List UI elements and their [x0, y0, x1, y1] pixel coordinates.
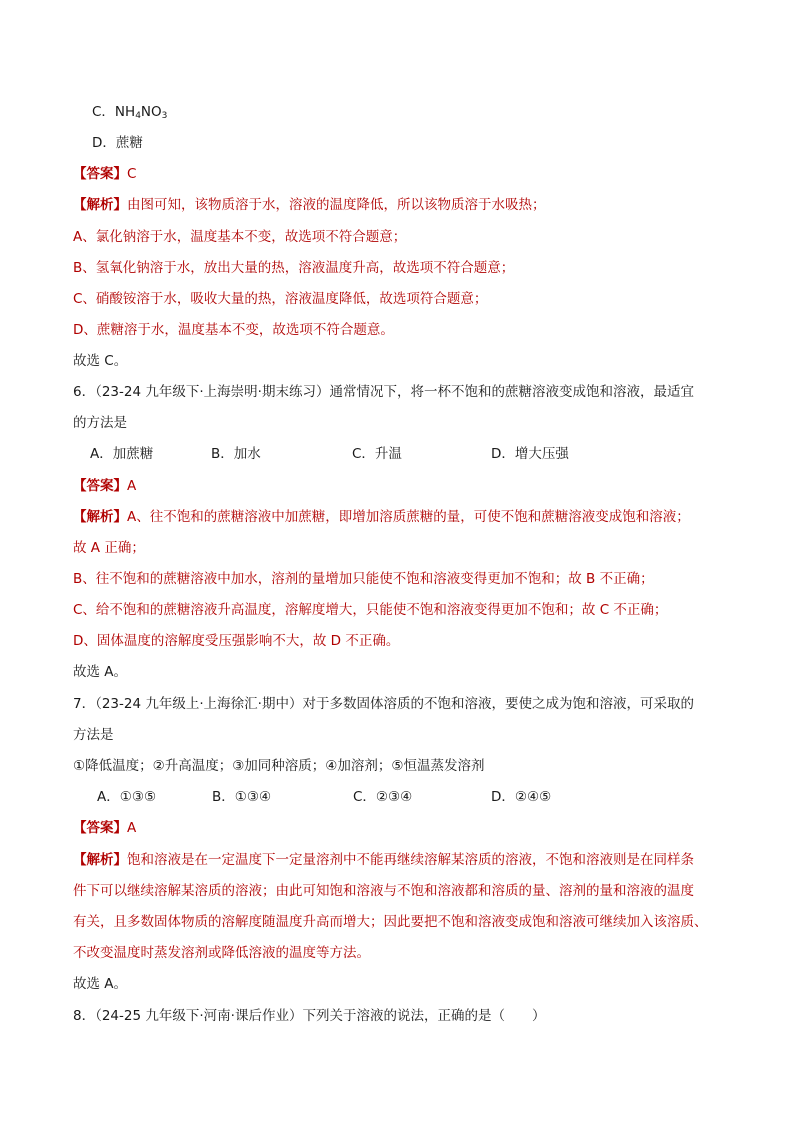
- q7-stem: 7．（23-24 九年级上·上海徐汇·期中）对于多数固体溶质的不饱和溶液，要使之成为饱和溶液，可采取的: [73, 696, 694, 712]
- q6-option-b: B．加水: [211, 446, 261, 462]
- q5-option-d: D．蔗糖: [92, 135, 143, 151]
- q6-analysis-line: B、往不饱和的蔗糖溶液中加水，溶剂的量增加只能使不饱和溶液变得更加不饱和；故 B 不正确；: [73, 571, 654, 587]
- q7-conclusion: 故选 A。: [73, 976, 128, 992]
- q7-option-b: B．①③④: [212, 789, 272, 805]
- q7-analysis-line: 有关，且多数固体物质的溶解度随温度升高而增大；因此要把不饱和溶液变成饱和溶液可继续加入该溶质、: [73, 914, 708, 930]
- q5-analysis-line: C、硝酸铵溶于水，吸收大量的热，溶液温度降低，故选项符合题意；: [73, 291, 488, 307]
- q7-stem: ①降低温度；②升高温度；③加同种溶质；④加溶剂；⑤恒温蒸发溶剂: [73, 758, 485, 774]
- q6-stem: 6．（23-24 九年级下·上海崇明·期末练习）通常情况下，将一杯不饱和的蔗糖溶液变成饱和溶液，最适宜: [73, 384, 694, 400]
- q5-conclusion: 故选 C。: [73, 353, 128, 369]
- q5-analysis-line: A、氯化钠溶于水，温度基本不变，故选项不符合题意；: [73, 229, 407, 245]
- q7-option-a: A．①③⑤: [97, 789, 157, 805]
- q7-option-d: D．②④⑤: [491, 789, 552, 805]
- q7-option-c: C．②③④: [353, 789, 413, 805]
- q7-answer: 【答案】A: [73, 820, 137, 836]
- q6-analysis-line: C、给不饱和的蔗糖溶液升高温度，溶解度增大，只能使不饱和溶液变得更加不饱和；故 C 不正确；: [73, 602, 668, 618]
- q6-conclusion: 故选 A。: [73, 664, 128, 680]
- q7-analysis-line: 件下可以继续溶解某溶质的溶液；由此可知饱和溶液与不饱和溶液都和溶质的量、溶剂的量和溶液的温度: [73, 883, 694, 899]
- q5-analysis-line: B、氢氧化钠溶于水，放出大量的热，溶液温度升高，故选项不符合题意；: [73, 260, 515, 276]
- q5-analysis-line: 【解析】由图可知，该物质溶于水，溶液的温度降低，所以该物质溶于水吸热；: [73, 197, 546, 213]
- q5-analysis-line: D、蔗糖溶于水，温度基本不变，故选项不符合题意。: [73, 322, 394, 338]
- q6-answer: 【答案】A: [73, 478, 137, 494]
- q5-option-c: C．$NH_4NO_3$: [92, 104, 168, 121]
- q7-analysis-line: 【解析】饱和溶液是在一定温度下一定量溶剂中不能再继续溶解某溶质的溶液，不饱和溶液则是在同样条: [73, 852, 694, 868]
- q6-analysis-line: 【解析】A、往不饱和的蔗糖溶液中加蔗糖，即增加溶质蔗糖的量，可使不饱和蔗糖溶液变成饱和溶液；: [73, 509, 690, 525]
- q6-stem: 的方法是: [73, 415, 127, 431]
- q8-stem: 8．（24-25 九年级下·河南·课后作业）下列关于溶液的说法，正确的是（ ）: [73, 1008, 546, 1024]
- q6-option-c: C．升温: [352, 446, 402, 462]
- q6-analysis-line: 故 A 正确；: [73, 540, 145, 556]
- q6-option-a: A．加蔗糖: [90, 446, 154, 462]
- q6-analysis-line: D、固体温度的溶解度受压强影响不大，故 D 不正确。: [73, 633, 400, 649]
- q7-analysis-line: 不改变温度时蒸发溶剂或降低溶液的温度等方法。: [73, 945, 370, 961]
- q6-option-d: D．增大压强: [491, 446, 569, 462]
- q7-stem: 方法是: [73, 727, 114, 743]
- q5-answer: 【答案】C: [73, 166, 137, 182]
